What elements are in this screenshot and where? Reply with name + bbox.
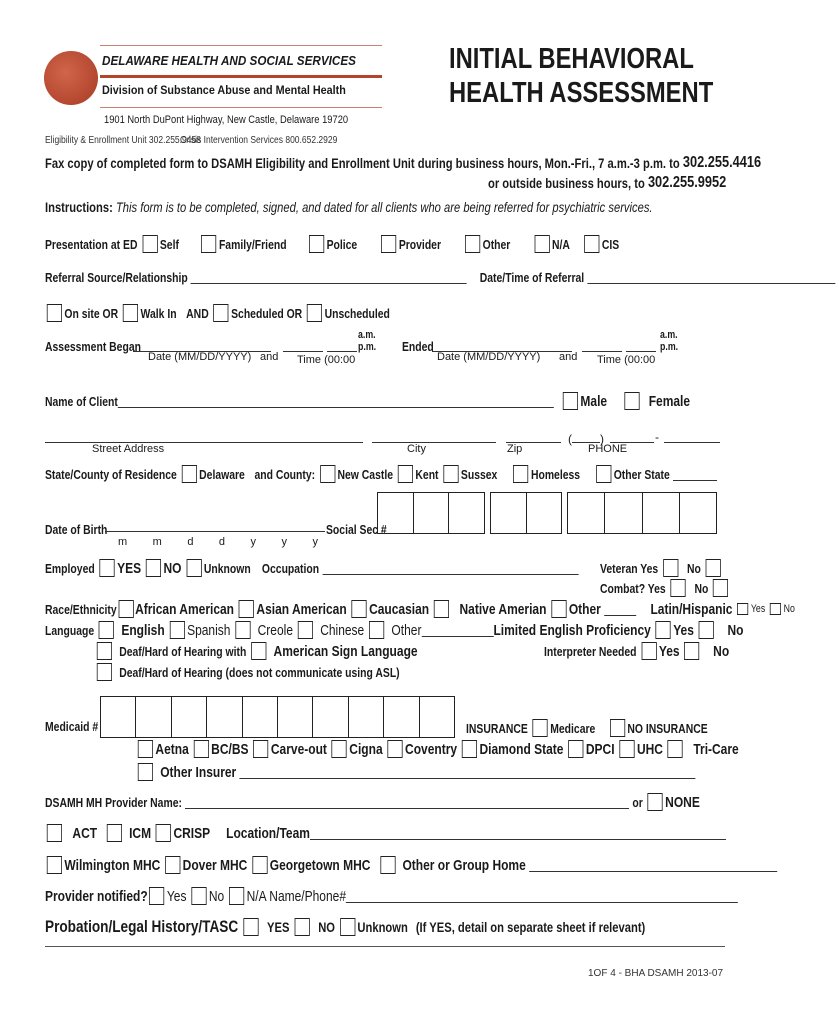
- interpreter-label: Interpreter Needed: [544, 643, 637, 659]
- checkbox-kent[interactable]: [398, 465, 413, 483]
- gender-row: [558, 392, 690, 410]
- insurance-label: INSURANCE: [466, 720, 528, 736]
- visit-type-row: [42, 304, 390, 322]
- option-label: Georgetown MHC: [269, 856, 371, 874]
- checkbox-notified-na[interactable]: [229, 887, 244, 905]
- am-label: a.m.: [660, 329, 678, 341]
- hint: d: [187, 536, 194, 548]
- provider-row: [45, 793, 700, 811]
- county-label: and County:: [254, 466, 316, 482]
- checkbox-aetna[interactable]: [138, 740, 153, 758]
- option-label: No: [208, 887, 225, 905]
- veteran-row: [600, 559, 723, 577]
- option-label: No: [727, 621, 744, 639]
- checkbox-creole[interactable]: [235, 621, 250, 639]
- option-label: Male: [580, 392, 608, 410]
- checkbox-diamond-state[interactable]: [462, 740, 477, 758]
- paren: ): [600, 432, 604, 446]
- or-label: or: [632, 794, 643, 810]
- option-label: Other or Group Home: [402, 856, 526, 874]
- option-label: CIS: [601, 236, 620, 252]
- page-footer: 1OF 4 - BHA DSAMH 2013-07: [588, 968, 724, 979]
- option-label: Yes: [166, 887, 187, 905]
- checkbox-employed-no[interactable]: [146, 559, 161, 577]
- race-other-field[interactable]: [604, 603, 636, 616]
- other-state-field[interactable]: [673, 468, 717, 481]
- option-label: Provider: [398, 236, 442, 252]
- checkbox-spanish[interactable]: [169, 621, 184, 639]
- option-label: Asian American: [256, 600, 347, 618]
- option-label: UHC: [636, 740, 663, 758]
- eligibility-phone: Eligibility & Enrollment Unit 302.255.9458: [45, 135, 201, 146]
- option-label: N/A: [551, 236, 570, 252]
- pm-label: p.m.: [358, 341, 377, 353]
- option-label: English: [121, 621, 165, 639]
- checkbox-other-insurer[interactable]: [138, 763, 153, 781]
- checkbox-asian-american[interactable]: [239, 600, 254, 618]
- checkbox-coventry[interactable]: [387, 740, 402, 758]
- deaf-asl-row: [92, 642, 418, 660]
- and-label: AND: [186, 305, 209, 321]
- option-label: Caucasian: [369, 600, 430, 618]
- presentation-row: [45, 235, 619, 253]
- phone-dash: -: [655, 430, 659, 444]
- checkbox-asl[interactable]: [251, 642, 266, 660]
- checkbox-crisp[interactable]: [156, 824, 171, 842]
- checkbox-caucasian[interactable]: [351, 600, 366, 618]
- end-time-field-2[interactable]: [626, 351, 656, 352]
- date-hint: Date (MM/DD/YYYY): [148, 351, 252, 363]
- street-label: Street Address: [92, 443, 165, 455]
- probation-label: Probation/Legal History/TASC: [45, 917, 239, 936]
- divider: [45, 946, 725, 947]
- checkbox-walk-in[interactable]: [123, 304, 138, 322]
- checkbox-combat-no[interactable]: [713, 579, 728, 597]
- checkbox-employed-unknown[interactable]: [186, 559, 201, 577]
- option-label: Delaware: [199, 466, 245, 482]
- option-label: New Castle: [337, 466, 393, 482]
- site-row: [42, 856, 780, 874]
- divider: [100, 45, 382, 46]
- other-site-field[interactable]: [529, 859, 777, 872]
- provider-label: DSAMH MH Provider Name:: [45, 794, 182, 810]
- hint: d: [218, 536, 226, 548]
- option-label: Other: [391, 621, 422, 639]
- checkbox-new-castle[interactable]: [320, 465, 335, 483]
- checkbox-interpreter-no[interactable]: [684, 642, 699, 660]
- phone-label: PHONE: [588, 443, 628, 455]
- checkbox-deaf-asl[interactable]: [97, 642, 112, 660]
- option-label: N/A Name/Phone#: [246, 887, 347, 905]
- option-label: Diamond State: [479, 740, 564, 758]
- divider: [100, 107, 382, 108]
- checkbox-notified-no[interactable]: [191, 887, 206, 905]
- option-label: Family/Friend: [218, 236, 287, 252]
- hint: m: [152, 536, 162, 548]
- division-name: Division of Substance Abuse and Mental Health: [102, 83, 346, 97]
- location-label: Location/Team: [226, 824, 310, 842]
- residence-row: [45, 465, 720, 483]
- checkbox-female[interactable]: [625, 392, 640, 410]
- checkbox-other[interactable]: [465, 235, 480, 253]
- option-label: Creole: [257, 621, 293, 639]
- client-name-field[interactable]: [118, 395, 554, 408]
- referral-date-field[interactable]: [587, 271, 835, 284]
- option-label: NO INSURANCE: [627, 720, 708, 736]
- crisis-phone: Crisis Intervention Services 800.652.2929: [180, 135, 338, 146]
- checkbox-cis[interactable]: [584, 235, 599, 253]
- fax-text: or outside business hours, to: [488, 175, 645, 191]
- checkbox-lep-no[interactable]: [699, 621, 714, 639]
- referral-source-field[interactable]: [191, 271, 467, 284]
- checkbox-unscheduled[interactable]: [307, 304, 322, 322]
- option-label: Yes: [750, 603, 766, 615]
- option-label: Unscheduled: [324, 305, 390, 321]
- ssn-label: Social Sec #: [326, 522, 387, 537]
- referral-row: [45, 270, 839, 285]
- checkbox-act[interactable]: [47, 824, 62, 842]
- and-label: and: [559, 351, 578, 363]
- notified-label: Provider notified?: [45, 887, 148, 905]
- option-label: NO: [318, 919, 336, 935]
- option-label: Chinese: [320, 621, 365, 639]
- notified-name-phone-field[interactable]: [346, 890, 738, 903]
- option-label: Tri-Care: [693, 740, 739, 758]
- label: Ended: [402, 339, 434, 354]
- option-label: Wilmington MHC: [64, 856, 161, 874]
- option-label: NO: [163, 559, 182, 577]
- city-label: City: [407, 443, 426, 455]
- checkbox-police[interactable]: [309, 235, 324, 253]
- option-label: Police: [326, 236, 358, 252]
- checkbox-english[interactable]: [99, 621, 114, 639]
- race-row: [45, 600, 795, 618]
- checkbox-dpci[interactable]: [568, 740, 583, 758]
- option-label: Unknown: [357, 919, 408, 935]
- checkbox-dover-mhc[interactable]: [165, 856, 180, 874]
- option-label: ACT: [72, 824, 98, 842]
- checkbox-sussex[interactable]: [443, 465, 458, 483]
- checkbox-scheduled[interactable]: [214, 304, 229, 322]
- time-hint: Time (00:00: [597, 354, 656, 366]
- checkbox-cigna[interactable]: [332, 740, 347, 758]
- option-label: No: [783, 603, 795, 615]
- other-insurer-field[interactable]: [239, 766, 695, 779]
- checkbox-self[interactable]: [142, 235, 157, 253]
- occupation-label: Occupation: [261, 560, 320, 576]
- checkbox-other-state[interactable]: [596, 465, 611, 483]
- checkbox-probation-no[interactable]: [294, 918, 309, 936]
- logo-icon: [44, 51, 98, 105]
- option-label: Yes: [658, 642, 680, 660]
- checkbox-family-friend[interactable]: [201, 235, 216, 253]
- option-label: Medicare: [550, 720, 596, 736]
- checkbox-probation-unknown[interactable]: [340, 918, 355, 936]
- end-time-field[interactable]: [582, 351, 622, 352]
- city-field[interactable]: [372, 442, 496, 443]
- hint: y: [281, 536, 288, 548]
- assessment-ended-label: [402, 339, 434, 354]
- option-label: Coventry: [405, 740, 458, 758]
- checkbox-wilmington-mhc[interactable]: [47, 856, 62, 874]
- checkbox-chinese[interactable]: [298, 621, 313, 639]
- checkbox-african-american[interactable]: [118, 600, 133, 618]
- label: Assessment Began: [45, 339, 141, 354]
- divider: [100, 75, 382, 78]
- option-label: Carve-out: [270, 740, 327, 758]
- checkbox-probation-yes[interactable]: [243, 918, 258, 936]
- option-label: Dover MHC: [182, 856, 248, 874]
- checkbox-deaf-no-asl[interactable]: [97, 663, 112, 681]
- option-label: Aetna: [155, 740, 189, 758]
- option-label: Kent: [415, 466, 439, 482]
- checkbox-latin-no[interactable]: [770, 603, 781, 615]
- option-label: Combat? Yes: [600, 580, 666, 596]
- instructions: [45, 199, 653, 215]
- option-label: Spanish: [187, 621, 231, 639]
- checkbox-on-site[interactable]: [47, 304, 62, 322]
- option-label: YES: [117, 559, 142, 577]
- date-hint: Date (MM/DD/YYYY): [437, 351, 541, 363]
- checkbox-language-other[interactable]: [369, 621, 384, 639]
- language-other-field[interactable]: [421, 624, 493, 637]
- combat-row: [600, 579, 731, 597]
- checkbox-other-group-home[interactable]: [380, 856, 395, 874]
- client-name-row: [45, 394, 554, 409]
- option-label: Deaf/Hard of Hearing with: [119, 643, 247, 659]
- dob-label: Date of Birth: [45, 522, 108, 537]
- notified-row: [45, 887, 738, 905]
- other-insurer-row: [133, 763, 699, 781]
- option-label: Female: [648, 392, 691, 410]
- medicaid-label: Medicaid #: [45, 719, 99, 734]
- fax-number: 302.255.4416: [682, 154, 762, 171]
- fax-line-2: [488, 174, 726, 192]
- fax-line-1: [45, 154, 761, 172]
- assessment-began-label: [45, 339, 141, 354]
- checkbox-male[interactable]: [563, 392, 578, 410]
- title-line-2: HEALTH ASSESSMENT: [449, 77, 714, 109]
- option-label: Other Insurer: [160, 763, 237, 781]
- checkbox-veteran-no[interactable]: [706, 559, 721, 577]
- pm-label: p.m.: [660, 341, 679, 353]
- interpreter-row: [544, 642, 729, 660]
- checkbox-delaware[interactable]: [182, 465, 197, 483]
- hint: y: [250, 536, 257, 548]
- dob-field[interactable]: [105, 531, 325, 532]
- checkbox-medicare[interactable]: [533, 719, 548, 737]
- checkbox-race-other[interactable]: [551, 600, 566, 618]
- lep-label: Limited English Proficiency: [493, 621, 651, 639]
- latin-hispanic-label: Latin/Hispanic: [650, 600, 733, 618]
- probation-row: [45, 917, 645, 937]
- referral-date-label: Date/Time of Referral: [479, 270, 585, 285]
- dob-hints: [118, 536, 318, 548]
- begin-time-field-2[interactable]: [327, 351, 357, 352]
- checkbox-homeless[interactable]: [513, 465, 528, 483]
- insurer-row: [133, 740, 739, 758]
- option-label: Self: [159, 236, 179, 252]
- hint: m: [118, 536, 128, 548]
- option-label: NONE: [665, 793, 700, 811]
- fax-number: 302.255.9952: [647, 174, 727, 191]
- checkbox-native-american[interactable]: [434, 600, 449, 618]
- option-label: Veteran Yes: [600, 560, 659, 576]
- option-label: No: [687, 560, 701, 576]
- occupation-field[interactable]: [322, 562, 578, 575]
- location-field[interactable]: [310, 827, 726, 840]
- fax-text: Fax copy of completed form to DSAMH Eligibility and Enrollment Unit during business hours, Mon.-Fri., 7 a.m.-3 p.m. to: [45, 155, 680, 171]
- phone-line-field[interactable]: [664, 442, 720, 443]
- ssn-group-3[interactable]: [567, 492, 717, 534]
- option-label: On site OR: [64, 305, 119, 321]
- paren: (: [568, 432, 572, 446]
- checkbox-notified-yes[interactable]: [149, 887, 164, 905]
- title-line-1: INITIAL BEHAVIORAL: [449, 43, 694, 75]
- option-label: Scheduled OR: [231, 305, 303, 321]
- ssn-group-1[interactable]: [377, 492, 485, 534]
- checkbox-uhc[interactable]: [619, 740, 634, 758]
- ssn-group-2[interactable]: [490, 492, 562, 534]
- instructions-text: This form is to be completed, signed, and dated for all clients who are being referred for psychiatric services.: [115, 199, 653, 215]
- checkbox-provider[interactable]: [381, 235, 396, 253]
- option-label: Other State: [613, 466, 670, 482]
- employment-row: [45, 559, 582, 577]
- option-label: Walk In: [140, 305, 177, 321]
- checkbox-veteran-yes[interactable]: [663, 559, 678, 577]
- provider-name-field[interactable]: [185, 796, 629, 809]
- option-label: Deaf/Hard of Hearing (does not communicate using ASL): [119, 664, 400, 680]
- checkbox-bcbs[interactable]: [194, 740, 209, 758]
- option-label: Yes: [673, 621, 694, 639]
- checkbox-employed-yes[interactable]: [100, 559, 115, 577]
- org-name: DELAWARE HEALTH AND SOCIAL SERVICES: [102, 53, 356, 68]
- checkbox-lep-yes[interactable]: [656, 621, 671, 639]
- option-label: Other: [482, 236, 511, 252]
- checkbox-interpreter-yes[interactable]: [641, 642, 656, 660]
- option-label: African American: [135, 600, 234, 618]
- option-label: BC/BS: [211, 740, 249, 758]
- checkbox-georgetown-mhc[interactable]: [252, 856, 267, 874]
- address: 1901 North DuPont Highway, New Castle, Delaware 19720: [104, 114, 349, 126]
- time-hint: Time (00:00: [297, 354, 356, 366]
- checkbox-latin-yes[interactable]: [737, 603, 748, 615]
- checkbox-no-insurance[interactable]: [610, 719, 625, 737]
- checkbox-combat-yes[interactable]: [671, 579, 686, 597]
- presentation-label: Presentation at ED: [45, 236, 138, 252]
- checkbox-na[interactable]: [534, 235, 549, 253]
- option-label: CRISP: [173, 824, 211, 842]
- instructions-label: Instructions:: [45, 199, 113, 215]
- option-label: Homeless: [530, 466, 581, 482]
- option-label: Sussex: [460, 466, 498, 482]
- checkbox-carve-out[interactable]: [253, 740, 268, 758]
- team-row: [42, 824, 726, 842]
- client-name-label: Name of Client: [45, 394, 118, 409]
- language-row: [45, 621, 744, 639]
- deaf-no-asl-row: [92, 663, 400, 681]
- option-label: Unknown: [203, 560, 251, 576]
- insurance-row: [466, 719, 708, 737]
- begin-time-field[interactable]: [283, 351, 323, 352]
- form-title: [449, 42, 713, 110]
- checkbox-none[interactable]: [648, 793, 663, 811]
- checkbox-tri-care[interactable]: [668, 740, 683, 758]
- option-label: No: [713, 642, 730, 660]
- hint: y: [312, 536, 318, 548]
- residence-label: State/County of Residence: [45, 466, 177, 482]
- referral-label: Referral Source/Relationship: [45, 270, 188, 285]
- employed-label: Employed: [45, 560, 95, 576]
- probation-note: (If YES, detail on separate sheet if relevant): [415, 919, 646, 935]
- option-label: ICM: [129, 824, 152, 842]
- option-label: Cigna: [349, 740, 383, 758]
- option-label: DPCI: [585, 740, 615, 758]
- option-label: YES: [267, 919, 290, 935]
- checkbox-icm[interactable]: [107, 824, 122, 842]
- am-label: a.m.: [358, 329, 376, 341]
- language-label: Language: [45, 622, 95, 638]
- race-label: Race/Ethnicity: [45, 601, 117, 617]
- option-label: American Sign Language: [273, 642, 418, 660]
- medicaid-number-boxes[interactable]: [100, 696, 455, 738]
- zip-label: Zip: [507, 443, 523, 455]
- option-label: Native Amerian: [459, 600, 547, 618]
- option-label: No: [694, 580, 709, 596]
- option-label: Other: [568, 600, 601, 618]
- and-label: and: [260, 351, 279, 363]
